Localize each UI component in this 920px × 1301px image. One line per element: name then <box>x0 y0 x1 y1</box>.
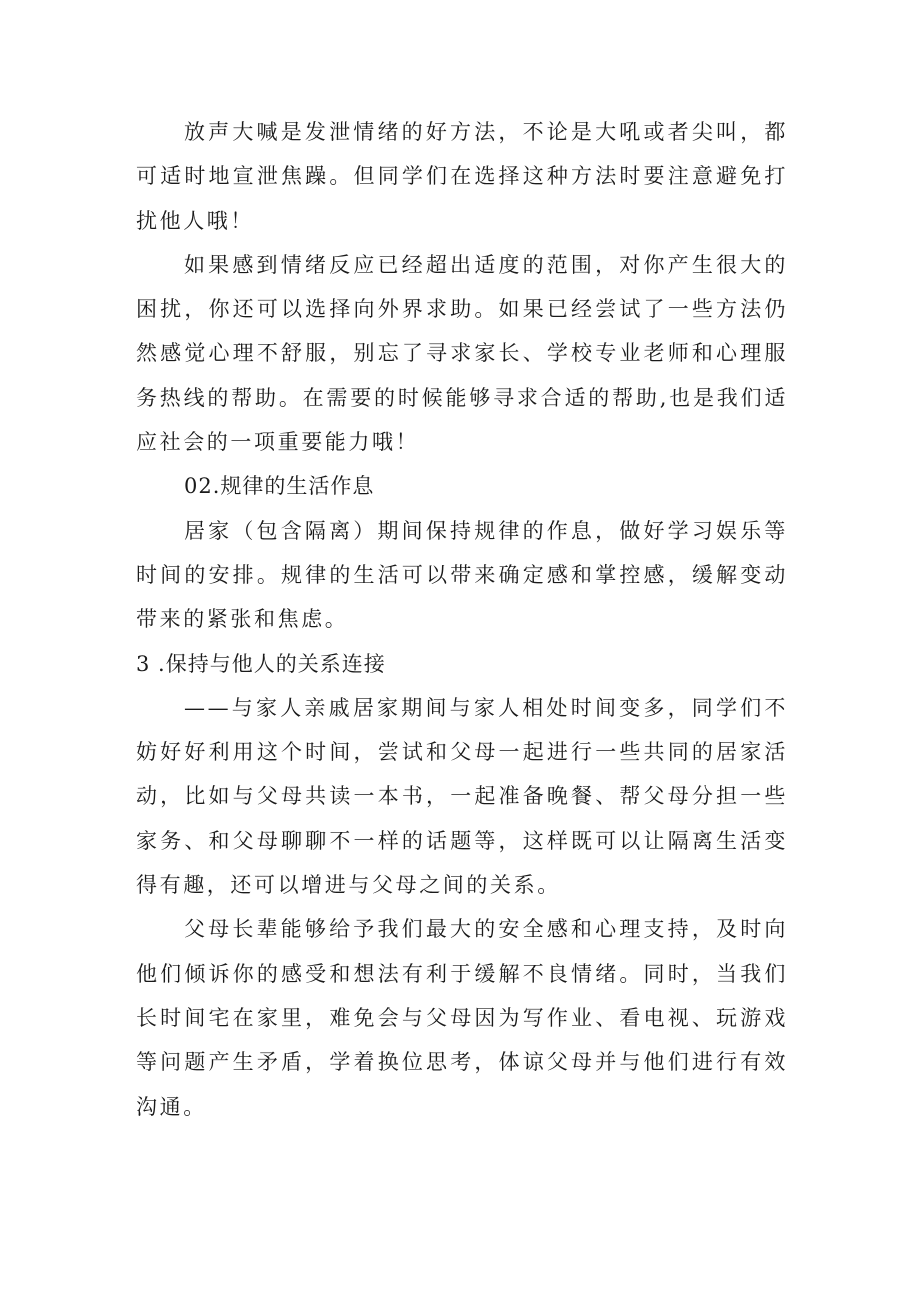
paragraph-seek-help: 如果感到情绪反应已经超出适度的范围，对你产生很大的困扰，你还可以选择向外界求助。如果已经尝试了一些方法仍然感觉心理不舒服，别忘了寻求家长、学校专业老师和心理服务热线的帮助。在需要的时候能够寻求合适的帮助,也是我们适应社会的一项重要能力哦！ <box>136 252 788 455</box>
subheading-routine: 02.规律的生活作息 <box>184 474 375 499</box>
section-heading-connections: 3 .保持与他人的关系连接 <box>136 651 386 676</box>
paragraph-family: ——与家人亲戚居家期间与家人相处时间变多，同学们不妨好好利用这个时间，尝试和父母一起进行一些共同的居家活动，比如与父母共读一本书，一起准备晚餐、帮父母分担一些家务、和父母聊聊不一样的话题等，这样既可以让隔离生活变得有趣，还可以增进与父母之间的关系。 <box>136 695 788 898</box>
paragraph-routine: 居家（包含隔离）期间保持规律的作息，做好学习娱乐等时间的安排。规律的生活可以带来确定感和掌控感，缓解变动带来的紧张和焦虑。 <box>136 518 788 632</box>
paragraph-parents-support: 父母长辈能够给予我们最大的安全感和心理支持，及时向他们倾诉你的感受和想法有利于缓解不良情绪。同时，当我们长时间宅在家里，难免会与父母因为写作业、看电视、玩游戏等问题产生矛盾，学着换位思考，体谅父母并与他们进行有效沟通。 <box>136 917 788 1119</box>
paragraph-shouting: 放声大喊是发泄情绪的好方法，不论是大吼或者尖叫，都可适时地宣泄焦躁。但同学们在选择这种方法时要注意避免打扰他人哦！ <box>136 120 788 233</box>
document-body <box>136 110 788 1129</box>
